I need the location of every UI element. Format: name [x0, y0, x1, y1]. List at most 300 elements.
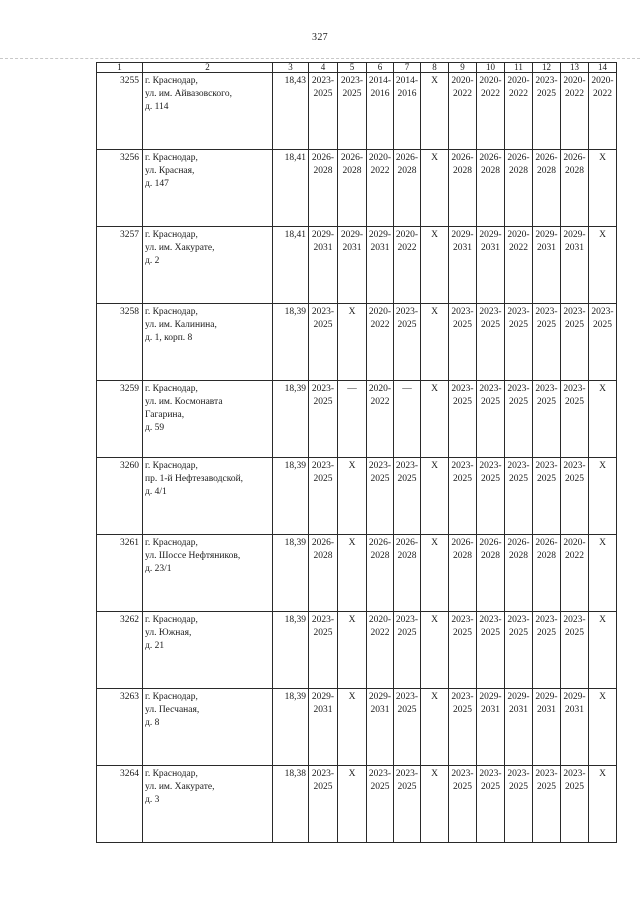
not-applicable-cell: X [421, 73, 449, 150]
row-number-cell: 3256 [97, 150, 143, 227]
year-range-cell [309, 766, 338, 843]
year-range-cell [309, 689, 338, 766]
address-cell [143, 150, 273, 227]
year-end: 2025 [397, 474, 417, 484]
year-range-cell [561, 535, 589, 612]
year-start: 2029- [340, 230, 364, 240]
column-header-13: 13 [561, 63, 589, 73]
year-end: 2028 [509, 166, 528, 176]
address-line: г. Краснодар, [145, 461, 198, 471]
table-row [97, 381, 617, 458]
year-end: 2031 [565, 705, 584, 715]
table-row [97, 612, 617, 689]
not-applicable-cell: X [589, 766, 617, 843]
column-header-4: 4 [309, 63, 338, 73]
year-range-cell [533, 535, 561, 612]
year-start: 2023- [563, 461, 586, 471]
year-end: 2025 [565, 782, 584, 792]
year-end: 2025 [481, 474, 500, 484]
year-range-cell [449, 535, 477, 612]
address-line: д. 8 [145, 718, 160, 728]
year-start: 2023- [368, 461, 392, 471]
not-applicable-cell: — [338, 381, 367, 458]
year-range-cell [561, 150, 589, 227]
year-range-cell [561, 766, 589, 843]
year-start: 2023- [395, 615, 419, 625]
year-end: 2025 [537, 628, 556, 638]
year-start: 2029- [479, 230, 502, 240]
year-end: 2025 [342, 89, 362, 99]
year-range-cell [367, 227, 394, 304]
year-end: 2025 [453, 474, 472, 484]
year-start: 2023- [479, 461, 502, 471]
address-line: г. Краснодар, [145, 615, 198, 625]
year-end: 2025 [313, 782, 333, 792]
year-range-cell [505, 458, 533, 535]
table-body [97, 73, 617, 843]
year-start: 2023- [507, 615, 530, 625]
area-cell: 18,39 [273, 535, 309, 612]
table-row [97, 689, 617, 766]
year-end: 2028 [397, 166, 417, 176]
year-start: 2029- [368, 692, 392, 702]
year-start: 2023- [479, 615, 502, 625]
year-end: 2028 [537, 551, 556, 561]
address-line: Гагарина, [145, 410, 185, 420]
year-start: 2029- [563, 692, 586, 702]
area-cell: 18,39 [273, 458, 309, 535]
year-range-cell [338, 150, 367, 227]
year-start: 2020- [395, 230, 419, 240]
year-start: 2029- [479, 692, 502, 702]
year-end: 2028 [453, 166, 472, 176]
row-number-cell: 3262 [97, 612, 143, 689]
year-range-cell [449, 381, 477, 458]
year-range-cell [309, 381, 338, 458]
year-end: 2022 [565, 551, 584, 561]
year-start: 2023- [507, 461, 530, 471]
year-range-cell [338, 73, 367, 150]
year-range-cell [367, 304, 394, 381]
year-end: 2025 [509, 320, 528, 330]
year-end: 2025 [537, 474, 556, 484]
year-end: 2016 [397, 89, 417, 99]
year-start: 2029- [507, 692, 530, 702]
year-start: 2020- [507, 76, 530, 86]
year-start: 2023- [395, 461, 419, 471]
year-end: 2025 [313, 397, 333, 407]
address-line: г. Краснодар, [145, 384, 198, 394]
year-end: 2031 [370, 243, 390, 253]
year-range-cell [394, 766, 421, 843]
column-header-8: 8 [421, 63, 449, 73]
year-start: 2023- [563, 384, 586, 394]
year-range-cell [338, 227, 367, 304]
address-cell [143, 73, 273, 150]
not-applicable-cell: X [421, 150, 449, 227]
year-start: 2026- [395, 153, 419, 163]
year-range-cell [477, 458, 505, 535]
year-end: 2025 [481, 782, 500, 792]
not-applicable-cell: X [338, 458, 367, 535]
address-line: ул. Песчаная, [145, 705, 200, 715]
table-row [97, 766, 617, 843]
address-line: д. 147 [145, 179, 169, 189]
year-start: 2026- [479, 538, 502, 548]
year-range-cell [533, 612, 561, 689]
year-range-cell [505, 612, 533, 689]
year-range-cell [533, 227, 561, 304]
year-end: 2031 [481, 243, 500, 253]
column-header-1: 1 [97, 63, 143, 73]
year-range-cell [561, 381, 589, 458]
year-range-cell [477, 227, 505, 304]
year-start: 2023- [311, 769, 335, 779]
not-applicable-cell: X [421, 766, 449, 843]
year-range-cell [533, 150, 561, 227]
year-range-cell [505, 304, 533, 381]
year-range-cell [309, 227, 338, 304]
year-start: 2026- [368, 538, 392, 548]
page-separator [0, 58, 640, 59]
area-cell: 18,39 [273, 689, 309, 766]
year-range-cell [533, 766, 561, 843]
year-end: 2028 [453, 551, 472, 561]
year-start: 2029- [311, 230, 335, 240]
year-end: 2025 [537, 397, 556, 407]
area-cell: 18,43 [273, 73, 309, 150]
year-start: 2023- [311, 307, 335, 317]
year-end: 2022 [370, 628, 390, 638]
row-number-cell: 3255 [97, 73, 143, 150]
year-range-cell [367, 766, 394, 843]
year-range-cell [394, 227, 421, 304]
year-start: 2029- [535, 692, 558, 702]
not-applicable-cell: — [394, 381, 421, 458]
year-end: 2025 [565, 397, 584, 407]
year-end: 2025 [313, 320, 333, 330]
year-start: 2020- [368, 307, 392, 317]
year-end: 2031 [342, 243, 362, 253]
year-range-cell [394, 73, 421, 150]
address-cell [143, 304, 273, 381]
not-applicable-cell: X [421, 612, 449, 689]
column-header-3: 3 [273, 63, 309, 73]
address-line: ул. им. Калинина, [145, 320, 217, 330]
row-number-cell: 3257 [97, 227, 143, 304]
year-range-cell [367, 612, 394, 689]
year-start: 2023- [311, 384, 335, 394]
year-range-cell [533, 458, 561, 535]
address-line: пр. 1-й Нефтезаводской, [145, 474, 244, 484]
year-end: 2025 [481, 397, 500, 407]
year-start: 2026- [507, 153, 530, 163]
address-line: г. Краснодар, [145, 307, 198, 317]
year-end: 2025 [313, 474, 333, 484]
year-start: 2023- [535, 384, 558, 394]
year-start: 2026- [340, 153, 364, 163]
year-start: 2020- [479, 76, 502, 86]
year-range-cell [533, 381, 561, 458]
year-start: 2020- [368, 384, 392, 394]
year-range-cell [367, 458, 394, 535]
not-applicable-cell: X [421, 535, 449, 612]
address-cell [143, 227, 273, 304]
address-line: ул. Южная, [145, 628, 192, 638]
year-end: 2031 [565, 243, 584, 253]
year-end: 2025 [481, 628, 500, 638]
column-header-9: 9 [449, 63, 477, 73]
year-start: 2023- [395, 307, 419, 317]
not-applicable-cell: X [421, 381, 449, 458]
address-line: д. 21 [145, 641, 165, 651]
year-end: 2025 [509, 782, 528, 792]
year-end: 2025 [537, 89, 556, 99]
year-range-cell [561, 73, 589, 150]
year-start: 2026- [535, 153, 558, 163]
address-cell [143, 381, 273, 458]
year-end: 2028 [313, 166, 333, 176]
year-end: 2025 [453, 397, 472, 407]
year-start: 2029- [535, 230, 558, 240]
year-start: 2029- [563, 230, 586, 240]
year-start: 2020- [591, 76, 614, 86]
year-range-cell [477, 766, 505, 843]
address-line: д. 1, корп. 8 [145, 333, 193, 343]
table-row [97, 73, 617, 150]
year-range-cell [449, 304, 477, 381]
year-range-cell [589, 73, 617, 150]
year-end: 2025 [370, 474, 390, 484]
year-start: 2020- [368, 615, 392, 625]
year-range-cell [561, 689, 589, 766]
not-applicable-cell: X [589, 150, 617, 227]
column-header-6: 6 [367, 63, 394, 73]
year-range-cell [309, 535, 338, 612]
address-line: ул. им. Хакурате, [145, 782, 215, 792]
year-start: 2026- [535, 538, 558, 548]
year-end: 2022 [593, 89, 612, 99]
year-start: 2023- [479, 769, 502, 779]
year-range-cell [394, 304, 421, 381]
area-cell: 18,38 [273, 766, 309, 843]
year-end: 2025 [509, 628, 528, 638]
not-applicable-cell: X [338, 612, 367, 689]
column-header-11: 11 [505, 63, 533, 73]
year-range-cell [533, 73, 561, 150]
year-end: 2025 [397, 320, 417, 330]
year-end: 2025 [313, 89, 333, 99]
year-end: 2022 [397, 243, 417, 253]
year-end: 2028 [313, 551, 333, 561]
address-line: г. Краснодар, [145, 769, 198, 779]
year-range-cell [477, 689, 505, 766]
year-range-cell [394, 458, 421, 535]
address-line: г. Краснодар, [145, 153, 198, 163]
year-end: 2031 [313, 243, 333, 253]
year-range-cell [309, 612, 338, 689]
year-start: 2023- [340, 76, 364, 86]
year-end: 2031 [537, 243, 556, 253]
year-start: 2023- [563, 307, 586, 317]
address-cell [143, 612, 273, 689]
year-end: 2025 [565, 474, 584, 484]
not-applicable-cell: X [589, 381, 617, 458]
year-range-cell [533, 689, 561, 766]
address-line: ул. им. Айвазовского, [145, 89, 232, 99]
year-end: 2028 [342, 166, 362, 176]
year-end: 2028 [481, 551, 500, 561]
year-range-cell [561, 458, 589, 535]
column-header-2: 2 [143, 63, 273, 73]
table-row [97, 458, 617, 535]
year-range-cell [394, 150, 421, 227]
row-number-cell: 3261 [97, 535, 143, 612]
year-range-cell [367, 73, 394, 150]
row-number-cell: 3259 [97, 381, 143, 458]
year-range-cell [477, 73, 505, 150]
year-start: 2023- [395, 692, 419, 702]
year-range-cell [449, 689, 477, 766]
row-number-cell: 3263 [97, 689, 143, 766]
year-end: 2031 [481, 705, 500, 715]
table-row [97, 150, 617, 227]
year-range-cell [561, 304, 589, 381]
address-line: г. Краснодар, [145, 230, 198, 240]
year-end: 2025 [565, 320, 584, 330]
year-end: 2025 [397, 628, 417, 638]
year-start: 2023- [507, 769, 530, 779]
year-start: 2029- [311, 692, 335, 702]
year-end: 2025 [593, 320, 612, 330]
row-number-cell: 3264 [97, 766, 143, 843]
year-range-cell [394, 535, 421, 612]
year-range-cell [449, 766, 477, 843]
year-end: 2028 [537, 166, 556, 176]
year-start: 2014- [395, 76, 419, 86]
year-end: 2031 [370, 705, 390, 715]
year-end: 2031 [313, 705, 333, 715]
year-start: 2023- [535, 615, 558, 625]
not-applicable-cell: X [589, 227, 617, 304]
year-end: 2022 [481, 89, 500, 99]
year-range-cell [477, 150, 505, 227]
year-range-cell [505, 227, 533, 304]
page-number: 327 [312, 32, 328, 43]
year-end: 2025 [453, 320, 472, 330]
address-line: г. Краснодар, [145, 76, 198, 86]
year-range-cell [505, 535, 533, 612]
year-start: 2023- [451, 307, 474, 317]
year-range-cell [367, 689, 394, 766]
year-end: 2022 [370, 397, 390, 407]
repair-schedule-table [96, 62, 617, 843]
year-end: 2022 [509, 89, 528, 99]
year-range-cell [394, 612, 421, 689]
year-start: 2023- [311, 76, 335, 86]
not-applicable-cell: X [589, 535, 617, 612]
year-start: 2026- [311, 538, 335, 548]
column-header-14: 14 [589, 63, 617, 73]
year-end: 2031 [453, 243, 472, 253]
year-range-cell [477, 535, 505, 612]
row-number-cell: 3260 [97, 458, 143, 535]
year-range-cell [477, 612, 505, 689]
year-start: 2020- [563, 76, 586, 86]
year-end: 2025 [537, 320, 556, 330]
year-range-cell [449, 612, 477, 689]
year-range-cell [477, 304, 505, 381]
address-line: д. 2 [145, 256, 160, 266]
not-applicable-cell: X [421, 227, 449, 304]
address-line: ул. Красная, [145, 166, 195, 176]
year-start: 2023- [507, 307, 530, 317]
address-cell [143, 766, 273, 843]
table-header-row [97, 63, 617, 73]
year-start: 2023- [479, 384, 502, 394]
year-end: 2028 [481, 166, 500, 176]
year-start: 2023- [395, 769, 419, 779]
not-applicable-cell: X [589, 612, 617, 689]
year-start: 2023- [507, 384, 530, 394]
column-header-12: 12 [533, 63, 561, 73]
address-line: г. Краснодар, [145, 692, 198, 702]
year-range-cell [367, 150, 394, 227]
year-start: 2023- [368, 769, 392, 779]
year-start: 2026- [311, 153, 335, 163]
not-applicable-cell: X [421, 304, 449, 381]
year-start: 2023- [535, 76, 558, 86]
address-line: ул. им. Хакурате, [145, 243, 215, 253]
year-start: 2014- [368, 76, 392, 86]
year-end: 2022 [370, 166, 390, 176]
not-applicable-cell: X [589, 458, 617, 535]
area-cell: 18,39 [273, 381, 309, 458]
year-start: 2026- [451, 153, 474, 163]
year-start: 2020- [368, 153, 392, 163]
column-header-10: 10 [477, 63, 505, 73]
year-end: 2031 [537, 705, 556, 715]
year-end: 2028 [565, 166, 584, 176]
not-applicable-cell: X [338, 304, 367, 381]
address-line: д. 23/1 [145, 564, 172, 574]
year-end: 2025 [509, 474, 528, 484]
year-start: 2023- [451, 692, 474, 702]
year-range-cell [505, 150, 533, 227]
address-line: д. 4/1 [145, 487, 167, 497]
year-end: 2025 [370, 782, 390, 792]
column-header-7: 7 [394, 63, 421, 73]
year-range-cell [561, 612, 589, 689]
year-end: 2031 [509, 705, 528, 715]
year-start: 2026- [563, 153, 586, 163]
year-start: 2023- [591, 307, 614, 317]
year-range-cell [449, 458, 477, 535]
year-start: 2023- [563, 769, 586, 779]
year-end: 2022 [370, 320, 390, 330]
year-start: 2023- [535, 461, 558, 471]
year-start: 2023- [535, 307, 558, 317]
year-start: 2023- [451, 461, 474, 471]
year-range-cell [367, 381, 394, 458]
address-line: ул. им. Космонавта [145, 397, 223, 407]
year-start: 2023- [479, 307, 502, 317]
column-header-5: 5 [338, 63, 367, 73]
not-applicable-cell: X [338, 535, 367, 612]
year-range-cell [533, 304, 561, 381]
not-applicable-cell: X [421, 689, 449, 766]
year-start: 2023- [451, 384, 474, 394]
